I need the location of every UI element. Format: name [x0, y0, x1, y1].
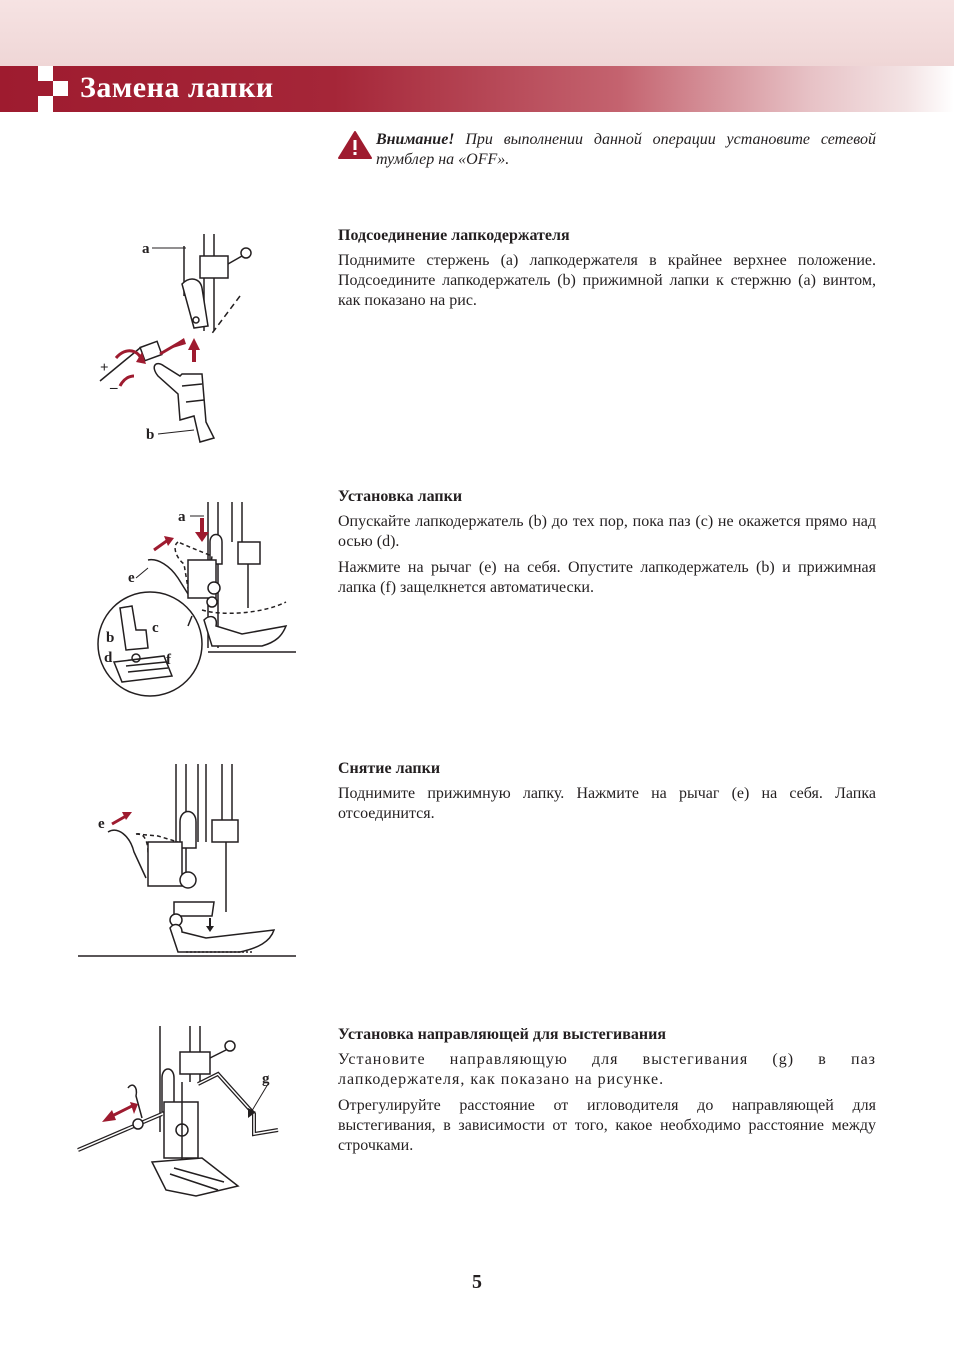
section-remove-foot — [338, 759, 876, 830]
title-bar-square — [38, 66, 53, 81]
warning-text: При выполнении данной операции установите сетевой тумблер на «OFF». — [376, 131, 877, 168]
section-title: Установка направляющей для выстегивания — [338, 1026, 666, 1043]
page-title: Замена лапки — [80, 71, 274, 104]
figure-label-e: e — [98, 816, 105, 832]
section-attach-holder — [338, 226, 876, 317]
figure-install-foot — [92, 498, 296, 704]
section-quilting-guide — [338, 1025, 876, 1162]
section-install-foot — [338, 487, 876, 604]
figure-label-b: b — [106, 630, 115, 646]
section-paragraph: Опускайте лапкодержатель (b) до тех пор, пока паз (c) не окажется прямо над осью (d). — [338, 513, 876, 550]
title-bar-square — [38, 96, 53, 112]
figure-label-e: e — [128, 570, 135, 586]
figure-remove-foot — [78, 762, 298, 962]
section-paragraph: Поднимите стержень (a) лапкодержателя в крайнее верхнее положение. Подсоедините лапкодержатель (b) прижимной лапки к стержню (a) винтом, как показано на рис. — [338, 252, 876, 309]
warning-triangle-icon — [338, 130, 372, 160]
section-paragraph: Нажмите на рычаг (e) на себя. Опустите лапкодержатель (b) и прижимная лапка (f) защелкнется автоматически. — [338, 559, 876, 596]
section-title: Установка лапки — [338, 488, 463, 505]
page-number: 5 — [472, 1271, 482, 1293]
figure-label-c: c — [152, 620, 159, 636]
warning-paragraph — [376, 130, 876, 170]
header-band — [0, 0, 954, 66]
figure-label-g: g — [262, 1071, 270, 1087]
figure-attach-holder — [90, 226, 260, 456]
figure-label-d: d — [104, 650, 113, 666]
figure-label-plus: + — [100, 360, 109, 376]
title-bar-square — [53, 81, 68, 96]
figure-label-a: a — [142, 241, 150, 257]
figure-label-a: a — [178, 509, 186, 525]
section-title: Снятие лапки — [338, 760, 441, 777]
warning-notice — [338, 130, 876, 170]
section-title: Подсоединение лапкодержателя — [338, 227, 570, 244]
figure-label-minus: – — [110, 380, 118, 396]
section-paragraph: Установите направляющую для выстегивания (g) в паз лапкодержателя, как показано на рисунке. — [338, 1051, 876, 1088]
figure-label-f: f — [166, 652, 171, 668]
figure-label-b: b — [146, 427, 155, 443]
section-paragraph: Поднимите прижимную лапку. Нажмите на рычаг (e) на себя. Лапка отсоединится. — [338, 785, 876, 822]
figure-quilting-guide — [78, 1022, 288, 1202]
warning-label: Внимание! — [376, 131, 455, 148]
section-paragraph: Отрегулируйте расстояние от игловодителя до направляющей для выстегивания, в зависимости от того, какое необходимо расстояние между строчками. — [338, 1097, 876, 1154]
